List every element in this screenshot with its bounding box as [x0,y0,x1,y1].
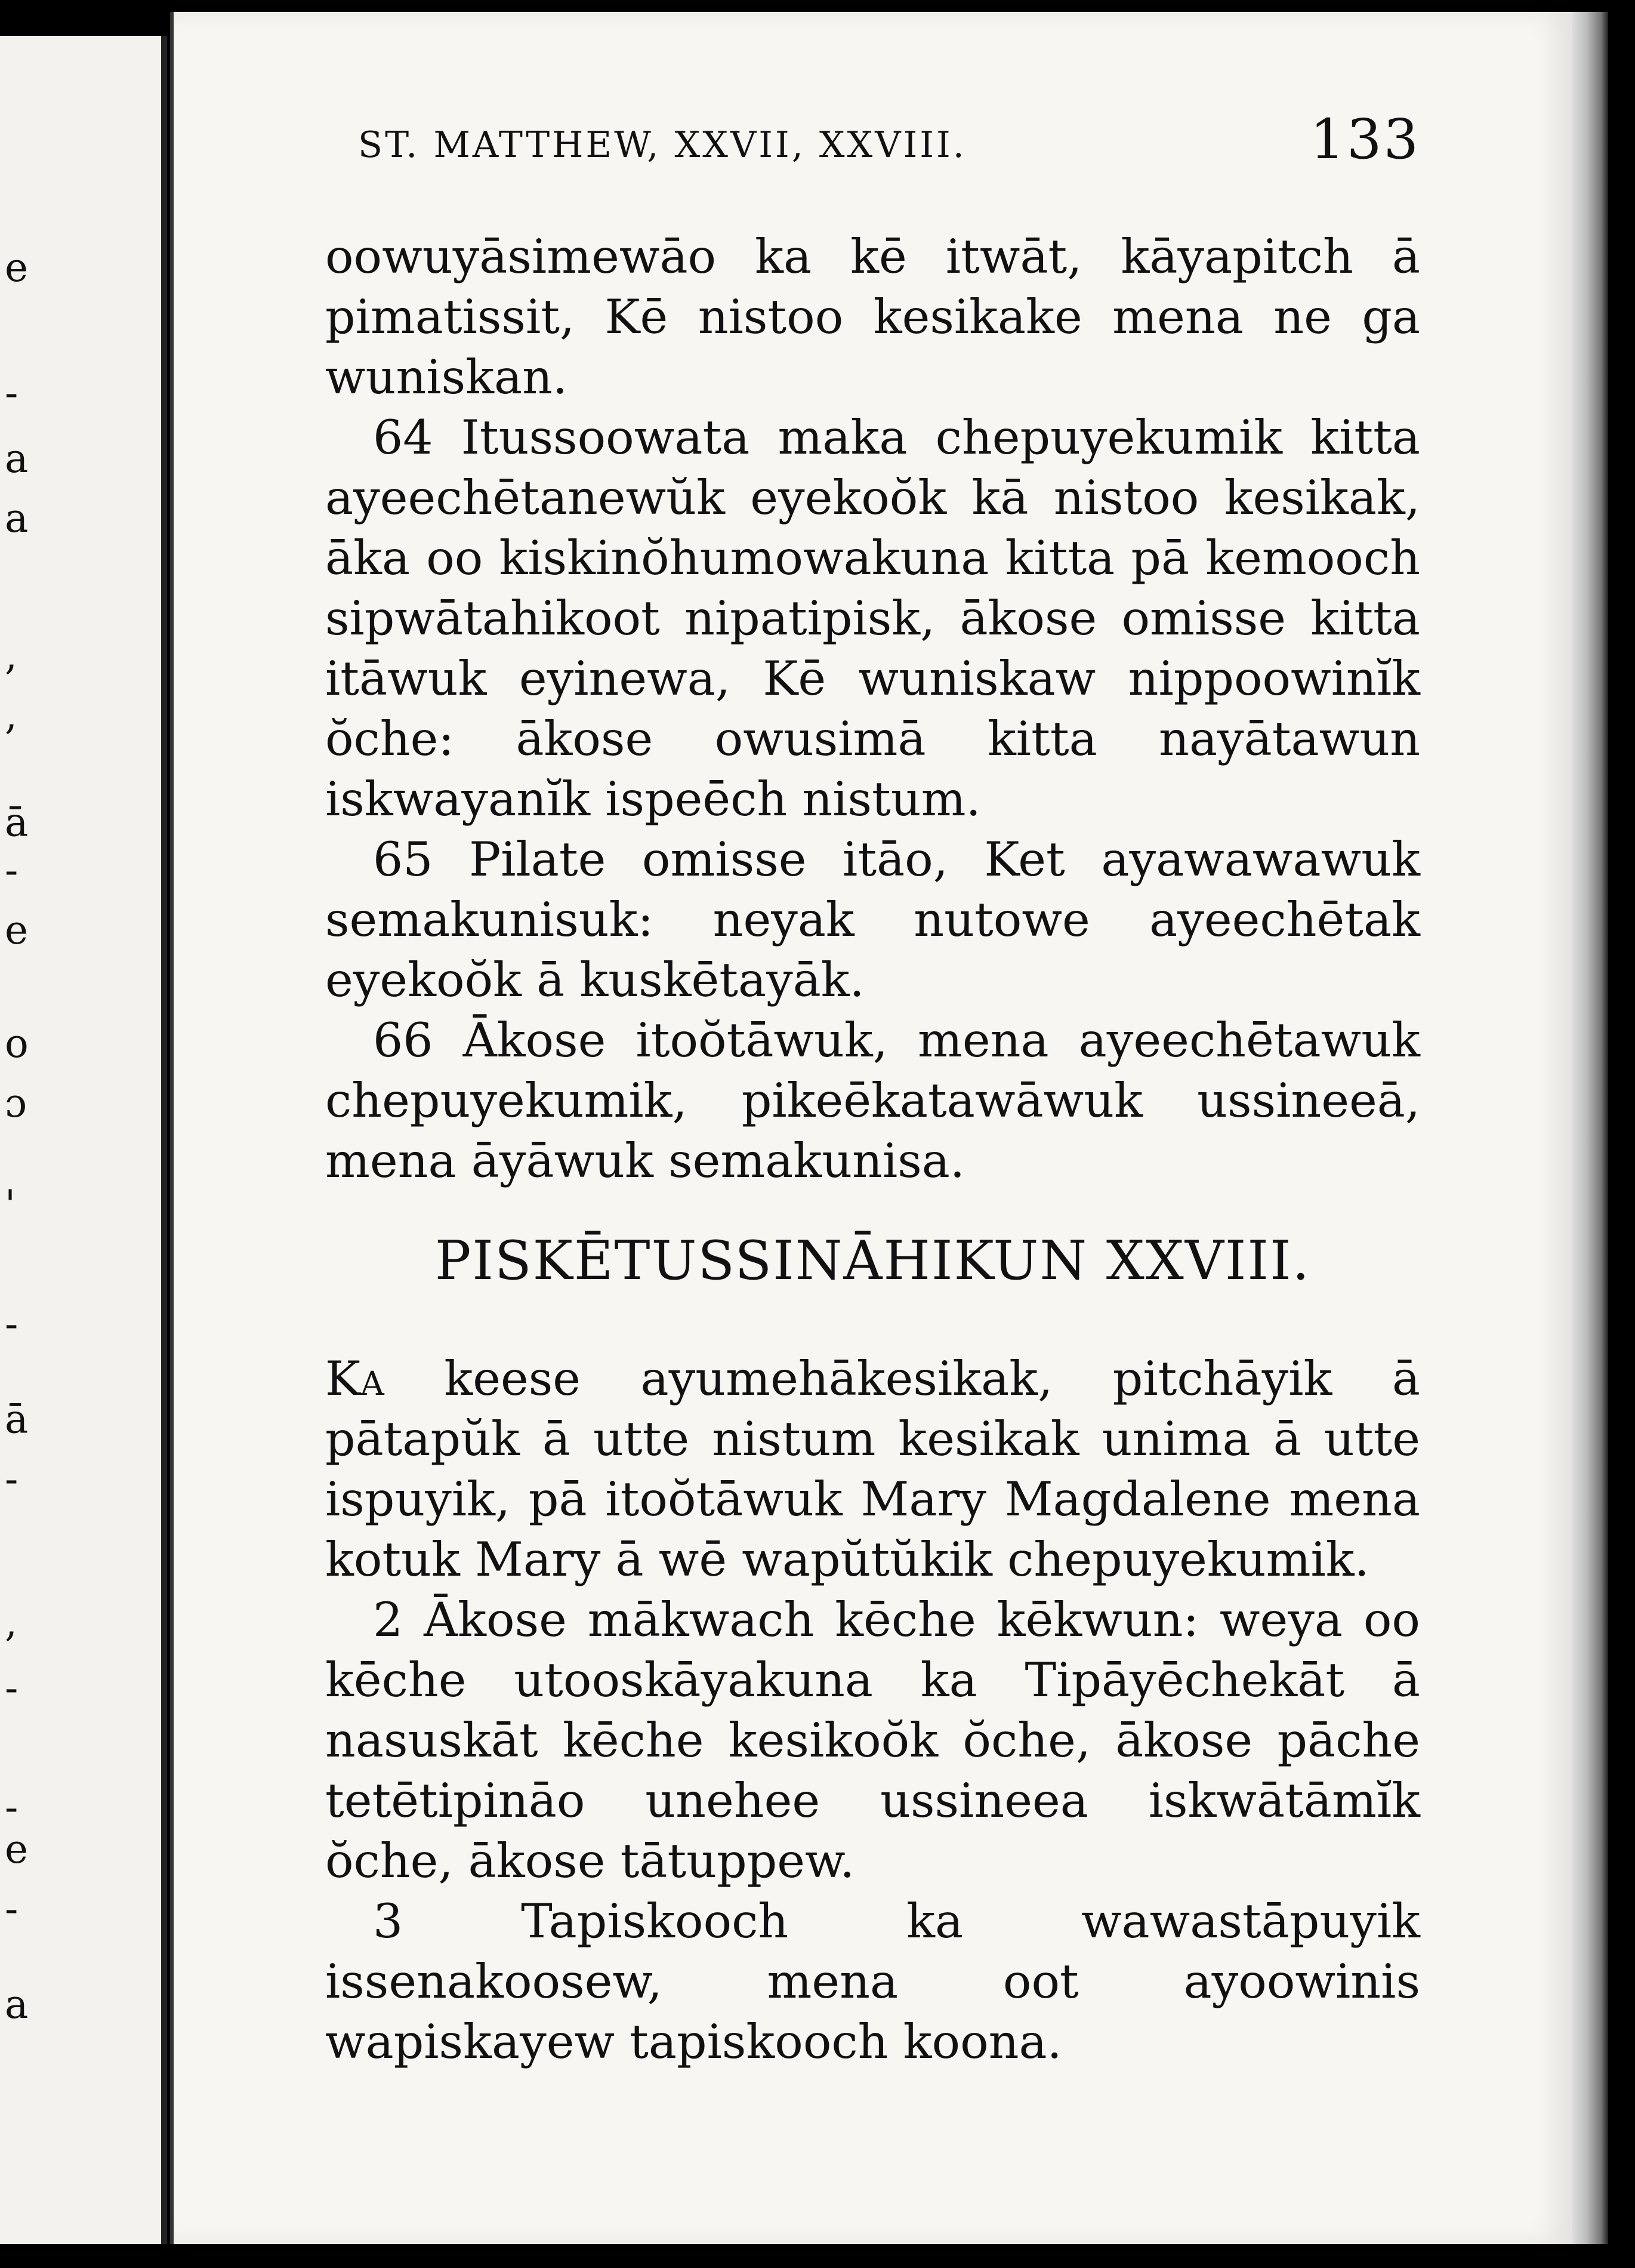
line-ending-char: - [5,1301,18,1347]
verse-3: 3 Tapiskooch ka wawastāpuyik issenakoosew, mena oot ayoowinis wapiskayew tapiskooch koona. [325,1894,1420,2069]
line-ending-char: ā [5,800,29,846]
verse-64: 64 Itussoowata maka chepuyekumik kitta ayeechētanewŭk eyekoŏk kā nistoo kesikak, āka oo kiskinŏhumowakuna kitta pā kemooch sipwātahikoot nipatipisk, ākose omisse kitta itāwuk eyinewa, Kē wuniskaw nippoowinĭk ŏche: ākose owusimā kitta nayātawun iskwayanĭk ispeēch nistum. [325,410,1420,827]
line-ending-char: o [5,1021,29,1067]
previous-page-edge [0,36,167,2244]
line-ending-char: a [5,436,29,482]
running-header [358,107,1420,173]
line-ending-char: - [5,1665,18,1711]
page-stack-edge [1572,12,1608,2244]
line-ending-char: e [5,907,29,953]
line-ending-char: a [5,1982,29,2027]
line-ending-char: ' [5,1182,16,1228]
page-number: 133 [1310,107,1420,171]
line-ending-char: e [5,1826,29,1872]
verse-63-continuation: oowuyāsimewāo ka kē itwāt, kāyapitch ā pimatissit, Kē nistoo kesikake mena ne ga wuniskan. [325,229,1420,405]
line-ending-char: , [5,633,17,679]
previous-page-line-endings [0,36,161,2244]
line-ending-char: - [5,1785,18,1831]
line-ending-char: ā [5,1397,29,1443]
verse-1 [325,1349,1420,1590]
chapter-heading: PISKĒTUSSINĀHIKUN XXVIII. [434,1229,1311,1292]
drop-initial: Ka [325,1351,384,1406]
chapter-27-text [325,227,1420,1191]
line-ending-char: - [5,848,18,893]
line-ending-char: , [5,1600,17,1645]
verse-2: 2 Ākose mākwach kēche kēkwun: weya oo kēche utooskāyakuna ka Tipāyēchekāt ā nasuskāt kēche kesikoŏk ŏche, ākose pāche tetētipināo unehee ussineea iskwātāmĭk ŏche, ākose tātuppew. [325,1592,1420,1888]
verse-66: 66 Ākose itoŏtāwuk, mena ayeechētawuk chepuyekumik, pikeēkatawāwuk ussineeā, mena āyāwuk semakunisa. [325,1013,1420,1188]
verse-65: 65 Pilate omisse itāo, Ket ayawawawuk semakunisuk: neyak nutowe ayeechētak eyekoŏk ā kuskētayāk. [325,832,1420,1007]
header-title: ST. MATTHEW, XXVII, XXVIII. [358,124,967,166]
line-ending-char: - [5,370,18,416]
line-ending-char: , [5,692,17,738]
line-ending-char: - [5,1456,18,1502]
verse-1-text: keese ayumehākesikak, pitchāyik ā pātapŭk ā utte nistum kesikak unima ā utte ispuyik, pā itoŏtāwuk Mary Magdalene mena kotuk Mary ā wē wapŭtŭkik chepuyekumik. [325,1351,1420,1587]
line-ending-char: e [5,245,29,291]
line-ending-char: - [5,1886,18,1932]
line-ending-char: a [5,495,29,541]
line-ending-char: ɔ [5,1080,27,1126]
chapter-28-text [325,1349,1420,2072]
